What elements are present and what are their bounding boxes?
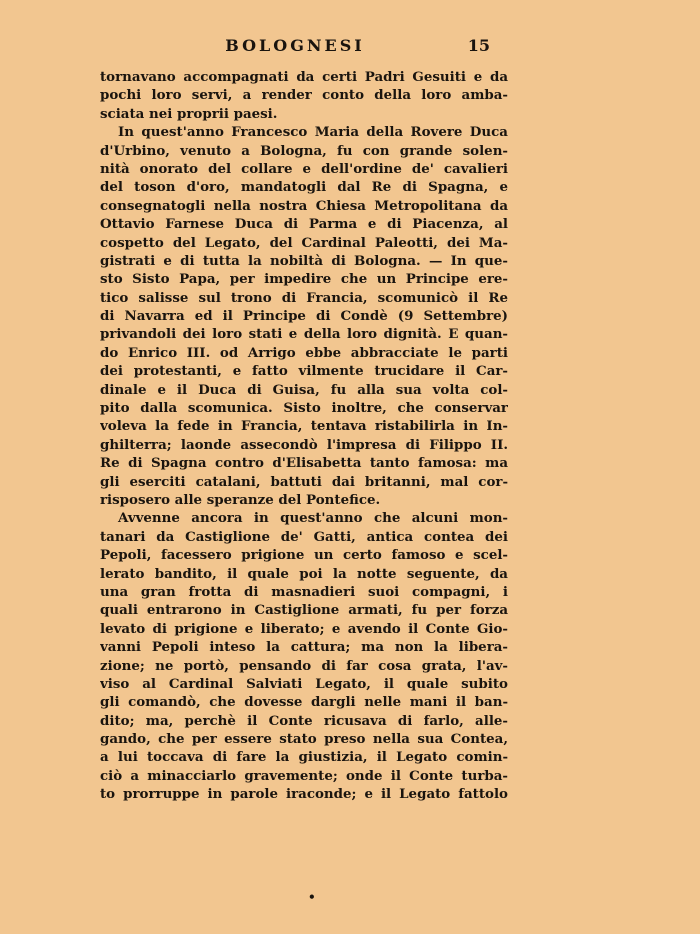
text-line: do Enrico III. od Arrigo ebbe abbracciate le parti — [100, 344, 508, 361]
running-head: BOLOGNESI — [225, 36, 365, 55]
text-line: zione; ne portò, pensando di far cosa grata, l'av- — [100, 657, 508, 674]
text-line: levato di prigione e liberato; e avendo il Conte Gio- — [100, 620, 508, 637]
text-line: dito; ma, perchè il Conte ricusava di farlo, alle- — [100, 712, 508, 729]
text-line: di Navarra ed il Principe di Condè (9 Settembre) — [100, 308, 508, 325]
text-line: risposero alle speranze del Pontefice. — [100, 491, 381, 508]
text-line: consegnatogli nella nostra Chiesa Metropolitana da — [100, 197, 508, 214]
text-line: Avvenne ancora in quest'anno che alcuni mon- — [118, 510, 508, 527]
text-line: quali entrarono in Castiglione armati, fu per forza — [100, 602, 508, 619]
bottom-mark: • — [308, 890, 316, 904]
text-line: privandoli dei loro stati e della loro dignità. E quan- — [100, 326, 508, 343]
text-line: pito dalla scomunica. Sisto inoltre, che conservar — [100, 400, 508, 417]
text-line: vanni Pepoli inteso la cattura; ma non la libera- — [100, 639, 508, 656]
text-line: una gran frotta di masnadieri suoi compagni, i — [100, 583, 508, 600]
text-line: Re di Spagna contro d'Elisabetta tanto famosa: ma — [100, 455, 508, 472]
text-line: Ottavio Farnese Duca di Parma e di Piacenza, al — [100, 216, 508, 233]
text-line: nità onorato del collare e dell'ordine de' cavalieri — [100, 160, 508, 177]
text-line: gistrati e di tutta la nobiltà di Bologna. — In que- — [100, 252, 508, 269]
text-line: gli eserciti catalani, battuti dai britanni, mal cor- — [100, 473, 508, 490]
text-line: voleva la fede in Francia, tentava ristabilirla in In- — [100, 418, 508, 435]
text-line: d'Urbino, venuto a Bologna, fu con grande solen- — [100, 142, 508, 159]
text-line: pochi loro servi, a render conto della loro amba- — [100, 87, 508, 104]
text-line: del toson d'oro, mandatogli dal Re di Spagna, e — [100, 179, 508, 196]
text-line: dei protestanti, e fatto vilmente trucidare il Car- — [100, 363, 508, 380]
text-line: tanari da Castiglione de' Gatti, antica contea dei — [100, 528, 508, 545]
text-line: tico salisse sul trono di Francia, scomunicò il Re — [100, 289, 508, 306]
text-line: sto Sisto Papa, per impedire che un Principe ere- — [100, 271, 508, 288]
body-text — [100, 68, 508, 804]
text-line: sciata nei proprii paesi. — [100, 105, 278, 122]
page-number: 15 — [467, 36, 490, 55]
text-line: viso al Cardinal Salviati Legato, il quale subito — [100, 675, 508, 692]
text-line: cospetto del Legato, del Cardinal Paleotti, dei Ma- — [100, 234, 508, 251]
text-line: ghilterra; laonde assecondò l'impresa di Filippo II. — [100, 436, 508, 453]
text-line: gando, che per essere stato preso nella sua Contea, — [100, 731, 508, 748]
text-line: gli comandò, che dovesse dargli nelle mani il ban- — [100, 694, 508, 711]
text-line: In quest'anno Francesco Maria della Rovere Duca — [118, 124, 508, 141]
page-header — [100, 36, 490, 58]
text-line: ciò a minacciarlo gravemente; onde il Conte turba- — [100, 767, 508, 784]
text-line: tornavano accompagnati da certi Padri Gesuiti e da — [100, 69, 508, 85]
text-line: Pepoli, facessero prigione un certo famoso e scel- — [100, 547, 508, 564]
text-line: to prorruppe in parole iraconde; e il Legato fattolo — [100, 786, 508, 803]
text-line: dinale e il Duca di Guisa, fu alla sua volta col- — [100, 381, 508, 398]
text-line: a lui toccava di fare la giustizia, il Legato comin- — [100, 749, 508, 766]
text-line: lerato bandito, il quale poi la notte seguente, da — [100, 565, 508, 582]
